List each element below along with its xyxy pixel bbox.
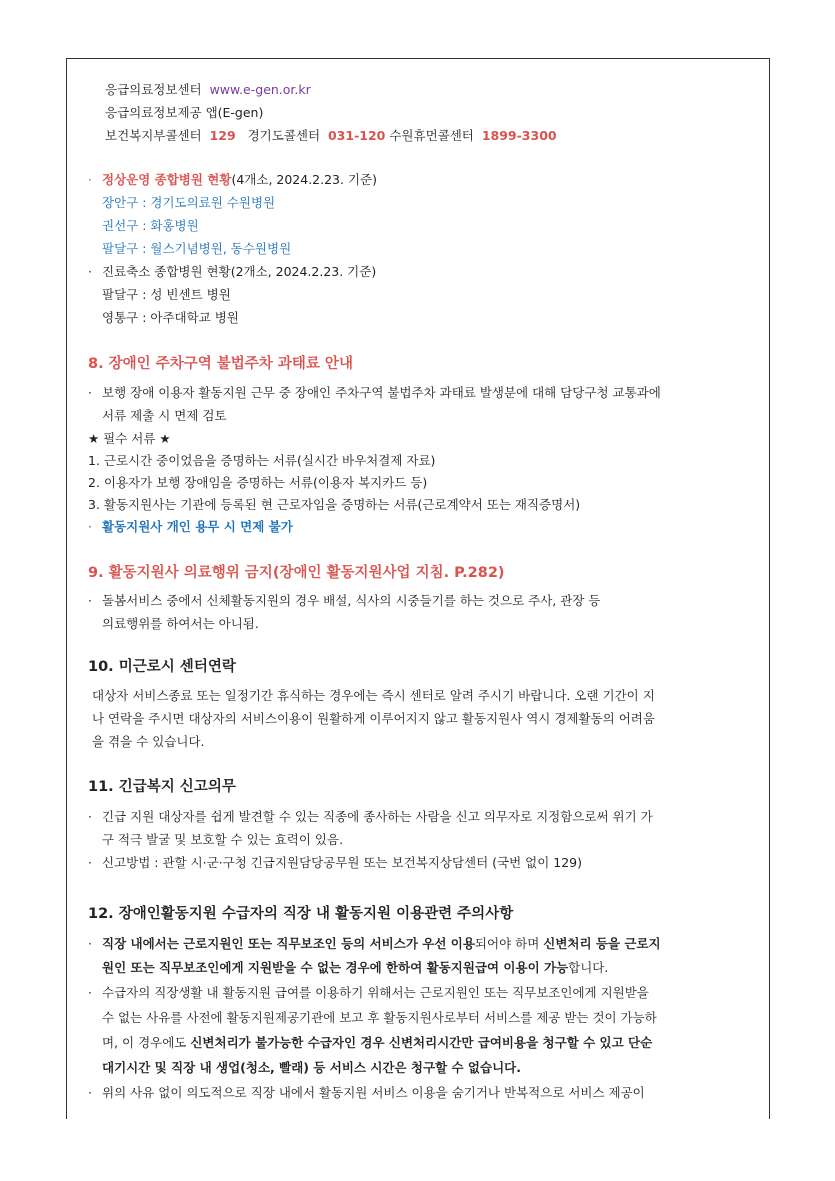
normal-hospitals-heading: · 정상운영 종합병원 현황(4개소, 2024.2.23. 기준) xyxy=(88,172,377,187)
section-9-paragraph: · 돌봄서비스 중에서 신체활동지원의 경우 배설, 식사의 시중들기를 하는 것으로 주사, 관장 등 xyxy=(88,593,601,608)
required-doc-3: 3. 활동지원사는 기관에 등록된 현 근로자임을 증명하는 서류(근로계약서 또는 재직증명서) xyxy=(88,497,581,512)
contact-line-callcenters: 보건복지부콜센터 129 경기도콜센터 031-120 수원휴먼콜센터 1899-3300 xyxy=(105,128,557,143)
section-11-title: 11. 긴급복지 신고의무 xyxy=(88,779,236,795)
section-11-paragraph-2: · 신고방법 : 관할 시·군·구청 긴급지원담당공무원 또는 보건복지상담센터 (국번 없이 129) xyxy=(88,855,583,870)
required-docs-label: ★ 필수 서류 ★ xyxy=(88,431,171,446)
section-12-p2-line-2: 수 없는 사유를 사전에 활동지원제공기관에 보고 후 활동지원사로부터 서비스를 제공 받는 것이 가능하 xyxy=(102,1010,657,1025)
section-8-title: 8. 장애인 주차구역 불법주차 과태료 안내 xyxy=(88,356,353,372)
reduced-hospital-yeongtong: 영통구 : 아주대학교 병원 xyxy=(102,310,239,325)
required-doc-2: 2. 이용자가 보행 장애임을 증명하는 서류(이용자 복지카드 등) xyxy=(88,475,428,490)
contact-line-egen: 응급의료정보센터 www.e-gen.or.kr xyxy=(105,82,311,97)
normal-hospital-gwonseon: 권선구 : 화홍병원 xyxy=(102,218,199,233)
section-12-p2-line-3: 며, 이 경우에도 신변처리가 불가능한 수급자인 경우 신변처리시간만 급여비용을 청구할 수 있고 단순 xyxy=(102,1035,653,1050)
section-12-title: 12. 장애인활동지원 수급자의 직장 내 활동지원 이용관련 주의사항 xyxy=(88,906,514,922)
section-10-line-2: 나 연락을 주시면 대상자의 서비스이용이 원활하게 이루어지지 않고 활동지원사 역시 경제활동의 어려움 xyxy=(92,711,655,726)
section-12-p2-line-1: · 수급자의 직장생활 내 활동지원 급여를 이용하기 위해서는 근로지원인 또는 직무보조인에게 지원받을 xyxy=(88,985,649,1000)
section-12-p3: · 위의 사유 없이 의도적으로 직장 내에서 활동지원 서비스 이용을 숨기거나 반복적으로 서비스 제공이 xyxy=(88,1085,645,1100)
normal-hospital-paldal: 팔달구 : 월스기념병원, 동수원병원 xyxy=(102,241,292,256)
section-12-p1-line-1: · 직장 내에서는 근로지원인 또는 직무보조인 등의 서비스가 우선 이용되어야 하며 신변처리 등을 근로지 xyxy=(88,936,661,951)
reduced-hospital-paldal: 팔달구 : 성 빈센트 병원 xyxy=(102,287,231,302)
section-11-paragraph-1: · 긴급 지원 대상자를 쉽게 발견할 수 있는 직종에 종사하는 사람을 신고 의무자로 지정함으로써 위기 가 xyxy=(88,809,653,824)
section-12-p1-line-2: 원인 또는 직무보조인에게 지원받을 수 없는 경우에 한하여 활동지원급여 이용이 가능합니다. xyxy=(102,960,609,975)
section-8-note: · 활동지원사 개인 용무 시 면제 불가 xyxy=(88,519,293,534)
section-11-paragraph-1-cont: 구 적극 발굴 및 보호할 수 있는 효력이 있음. xyxy=(102,832,344,847)
section-10-title: 10. 미근로시 센터연락 xyxy=(88,659,236,675)
required-doc-1: 1. 근로시간 중이었음을 증명하는 서류(실시간 바우처결제 자료) xyxy=(88,453,436,468)
egen-link[interactable]: www.e-gen.or.kr xyxy=(209,82,311,97)
section-10-line-3: 을 겪을 수 있습니다. xyxy=(92,734,205,749)
contact-line-app: 응급의료정보제공 앱(E-gen) xyxy=(105,105,264,120)
section-9-title: 9. 활동지원사 의료행위 금지(장애인 활동지원사업 지침. P.282) xyxy=(88,565,505,581)
section-12-p2-line-4: 대기시간 및 직장 내 생업(청소, 빨래) 등 서비스 시간은 청구할 수 없습니다. xyxy=(102,1060,521,1075)
section-10-line-1: 대상자 서비스종료 또는 일정기간 휴식하는 경우에는 즉시 센터로 알려 주시기 바랍니다. 오랜 기간이 지 xyxy=(92,688,655,703)
section-9-paragraph-cont: 의료행위를 하여서는 아니됨. xyxy=(102,616,259,631)
normal-hospital-jangan: 장안구 : 경기도의료원 수원병원 xyxy=(102,195,276,210)
section-8-paragraph-cont: 서류 제출 시 면제 검토 xyxy=(102,408,227,423)
section-8-paragraph: · 보행 장애 이용자 활동지원 근무 중 장애인 주차구역 불법주차 과태료 발생분에 대해 담당구청 교통과에 xyxy=(88,385,661,400)
reduced-hospitals-heading: · 진료축소 종합병원 현황(2개소, 2024.2.23. 기준) xyxy=(88,264,377,279)
